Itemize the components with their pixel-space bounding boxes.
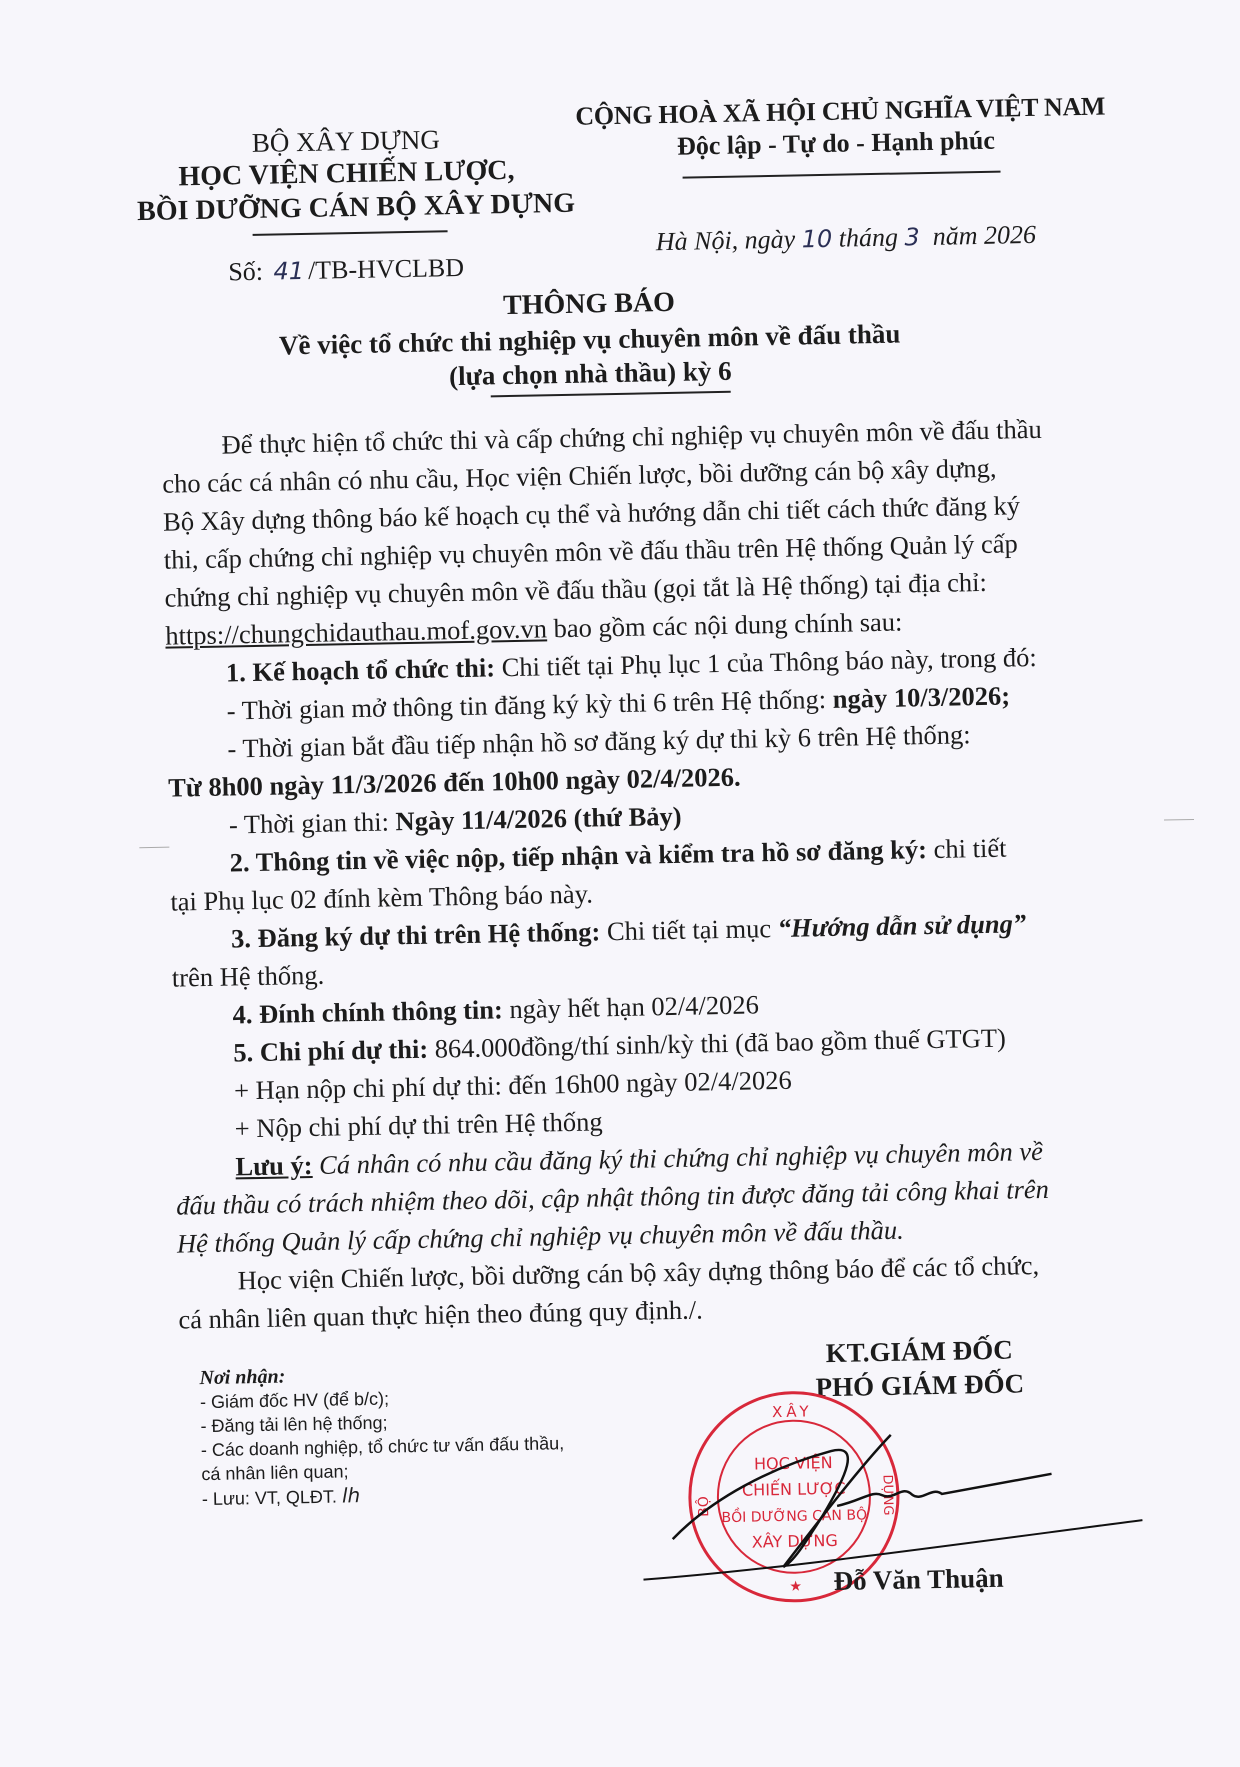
agency-underline xyxy=(253,230,448,236)
section-2-cont: tại Phụ lục 02 đính kèm Thông báo này. xyxy=(170,878,594,917)
section-5-sub-1: + Hạn nộp chi phí dự thi: đến 16h00 ngày 02/4/2026 xyxy=(233,1064,792,1106)
place-date: Hà Nội, ngày 10 tháng 3 năm 2026 xyxy=(655,219,1037,257)
recipient-item: cá nhân liên quan; xyxy=(201,1461,349,1485)
section-1-item-3: - Thời gian thi: Ngày 11/4/2026 (thứ Bảy) xyxy=(228,800,682,840)
document-number: Số: 41 /TB-HVCLBD xyxy=(228,252,465,287)
intro-line: Để thực hiện tổ chức thi và cấp chứng chỉ nghiệp vụ chuyên môn về đấu thầu xyxy=(221,413,1042,460)
intro-line: chứng chỉ nghiệp vụ chuyên môn về đấu thầu (gọi tắt là Hệ thống) tại địa chỉ: xyxy=(164,566,988,613)
svg-text:XÂY: XÂY xyxy=(771,1402,813,1422)
document-type: THÔNG BÁO xyxy=(502,286,676,322)
section-5: 5. Chi phí dự thi: 864.000đồng/thí sinh/kỳ thi (đã bao gồm thuế GTGT) xyxy=(233,1022,1007,1068)
handwritten-initials: lh xyxy=(341,1483,361,1508)
national-header xyxy=(575,91,1106,165)
section-2: 2. Thông tin về việc nộp, tiếp nhận và kiểm tra hồ sơ đăng ký: chi tiết xyxy=(229,832,1007,878)
system-url-link[interactable]: https://chungchidauthau.mof.gov.vn xyxy=(164,613,548,651)
section-4: 4. Đính chính thông tin: ngày hết hạn 02/4/2026 xyxy=(232,989,760,1030)
motto-underline xyxy=(683,171,1001,179)
handwritten-number: 41 xyxy=(273,256,305,286)
scan-mark xyxy=(1164,819,1194,821)
section-1: 1. Kế hoạch tổ chức thi: Chi tiết tại Phụ lục 1 của Thông báo này, trong đó: xyxy=(225,641,1037,688)
section-1-item-2: - Thời gian bắt đầu tiếp nhận hồ sơ đăng ký dự thi kỳ 6 trên Hệ thống: xyxy=(227,719,971,764)
signing-authority: KT.GIÁM ĐỐC xyxy=(825,1334,1013,1369)
recipient-item: - Giám đốc HV (để b/c); xyxy=(199,1388,390,1413)
intro-line: Bộ Xây dựng thông báo kế hoạch cụ thể và hướng dẫn chi tiết cách thức đăng ký xyxy=(162,490,1021,537)
document-body: Để thực hiện tổ chức thi và cấp chứng chỉ nghiệp vụ chuyên môn về đấu thầu cho các cá nhân có nhu cầu, Học viện Chiến lược, bồi dưỡng cán bộ xây dựng, Bộ Xây dựng thông báo kế hoạch cụ thể và hướng dẫn chi tiết cách thức đăng ký thi, cấp chứng chỉ nghiệp vụ chuyên môn về đấu thầu trên Hệ thống Quản lý cấp chứng chỉ nghiệp vụ chuyên môn về đấu thầu (gọi tắt là Hệ thống) tại địa chỉ: https://chungchidauthau.mof.gov.vn bao gồm các nội dung chính sau: 1. Kế hoạch tổ chức thi: Chi tiết tại Phụ lục 1 của Thông báo này, trong đó: - Thời gian mở thông tin đăng ký kỳ thi 6 trên Hệ thống: ngày 10/3/2026; - Thời gian bắt đầu tiếp nhận hồ sơ đăng ký dự thi kỳ 6 trên Hệ thống: Từ 8h00 ngày 11/3/2026 đến 10h00 ngày 02/4/2026. - Thời gian thi: Ngày 11/4/2026 (thứ Bảy) 2. Thông tin về việc nộp, tiếp nhận và kiểm tra hồ sơ đăng ký: chi tiết tại Phụ lục 02 đính kèm Thông báo này. 3. Đăng ký dự thi trên Hệ thống: Chi tiết tại mục “Hướng dẫn sử dụng” trên Hệ thống. 4. Đính chính thông tin: ngày hết hạn 02/4/2026 5. Chi phí dự thi: 864.000đồng/thí sinh/kỳ thi (đã bao gồm thuế GTGT) + Hạn nộp chi phí dự thi: đến 16h00 ngày 02/4/2026 + Nộp chi phí dự thi trên Hệ thống Lưu ý: Cá nhân có nhu cầu đăng ký thi chứng chỉ nghiệp vụ chuyên môn về đấu thầu có trách nhiệm theo dõi, cập nhật thông tin được đăng tải công khai trên Hệ thống Quản lý cấp chứng chỉ nghiệp vụ chuyên môn về đấu thầu. Học viện Chiến lược, bồi dưỡng cán bộ xây dựng thông báo để các tổ chức, cá nhân liên quan thực hiện theo đúng quy định./. xyxy=(161,409,1108,1339)
national-motto: Độc lập - Tự do - Hạnh phúc xyxy=(676,125,996,161)
recipient-item: - Đăng tải lên hệ thống; xyxy=(200,1412,388,1437)
note: Lưu ý: Cá nhân có nhu cầu đăng ký thi chứng chỉ nghiệp vụ chuyên môn về xyxy=(235,1135,1044,1182)
subject-line2: (lựa chọn nhà thầu) kỳ 6 xyxy=(448,355,732,392)
recipient-item: - Lưu: VT, QLĐT. lh xyxy=(201,1483,361,1510)
section-1-item-2-dates: Từ 8h00 ngày 11/3/2026 đến 10h00 ngày 02/4/2026. xyxy=(167,761,741,803)
note-line3: Hệ thống Quản lý cấp chứng chỉ nghiệp vụ chuyên môn về đấu thầu. xyxy=(176,1214,904,1259)
closing-line1: Học viện Chiến lược, bồi dưỡng cán bộ xây dựng thông báo để các tổ chức, xyxy=(237,1250,1040,1296)
signer-position: PHÓ GIÁM ĐỐC xyxy=(815,1368,1025,1403)
section-1-item-1: - Thời gian mở thông tin đăng ký kỳ thi 6 trên Hệ thống: ngày 10/3/2026; xyxy=(226,680,1011,726)
svg-text:BỘ: BỘ xyxy=(695,1496,713,1517)
intro-line: thi, cấp chứng chỉ nghiệp vụ chuyên môn về đấu thầu trên Hệ thống Quản lý cấp xyxy=(163,528,1018,575)
institute-name-line2: BỒI DƯỠNG CÁN BỘ XÂY DỰNG xyxy=(136,187,576,228)
institute-name-line1: HỌC VIỆN CHIẾN LƯỢC, xyxy=(178,154,515,193)
section-5-sub-2: + Nộp chi phí dự thi trên Hệ thống xyxy=(234,1106,603,1144)
issuing-agency xyxy=(136,121,576,229)
svg-text:CHIẾN LƯỢC: CHIẾN LƯỢC xyxy=(741,1478,846,1500)
svg-text:XÂY DỰNG: XÂY DỰNG xyxy=(751,1530,838,1552)
section-3: 3. Đăng ký dự thi trên Hệ thống: Chi tiết tại mục “Hướng dẫn sử dụng” xyxy=(230,908,1027,954)
document-title xyxy=(239,280,941,397)
recipient-item: - Các doanh nghiệp, tổ chức tư vấn đấu thầu, xyxy=(200,1433,565,1461)
title-underline xyxy=(491,391,731,398)
svg-text:HỌC VIỆN: HỌC VIỆN xyxy=(753,1453,833,1474)
scan-mark xyxy=(139,847,169,849)
recipients-list xyxy=(199,1359,565,1511)
section-3-cont: trên Hệ thống. xyxy=(171,959,325,993)
svg-text:BỒI DƯỠNG CÁN BỘ: BỒI DƯỠNG CÁN BỘ xyxy=(721,1507,868,1527)
svg-text:★: ★ xyxy=(789,1578,803,1595)
note-line2: đấu thầu có trách nhiệm theo dõi, cập nhật thông tin được đăng tải công khai trên xyxy=(175,1173,1050,1221)
handwritten-month: 3 xyxy=(904,223,920,252)
signer-name: Đỗ Văn Thuận xyxy=(833,1562,1004,1597)
handwritten-day: 10 xyxy=(801,224,833,254)
closing-line2: cá nhân liên quan thực hiện theo đúng quy định./. xyxy=(178,1294,703,1335)
subject-line1: Về việc tổ chức thi nghiệp vụ chuyên môn về đấu thầu xyxy=(278,318,901,361)
intro-line: cho các cá nhân có nhu cầu, Học viện Chiến lược, bồi dưỡng cán bộ xây dựng, xyxy=(162,452,997,499)
ministry-name: BỘ XÂY DỰNG xyxy=(251,124,441,158)
svg-text:DỰNG: DỰNG xyxy=(879,1474,896,1516)
recipients-heading: Nơi nhận: xyxy=(199,1365,286,1390)
country-name: CỘNG HOÀ XÃ HỘI CHỦ NGHĨA VIỆT NAM xyxy=(575,91,1106,131)
